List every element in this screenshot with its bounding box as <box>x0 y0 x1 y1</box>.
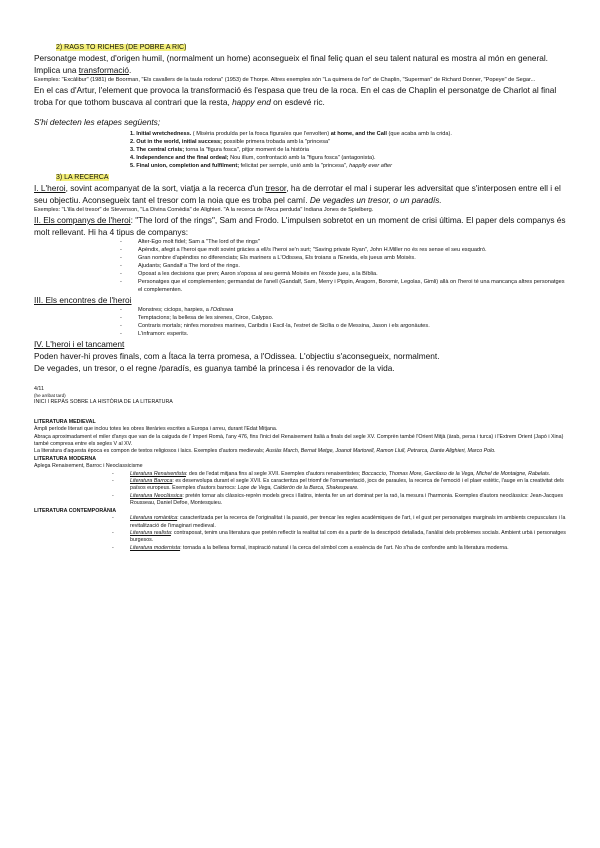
tresor-link: tresor <box>265 183 287 193</box>
moderna-list <box>34 471 566 508</box>
list-item: - Monstres; ciclops, harpies, a l'Odissea <box>138 306 566 314</box>
companions-list <box>34 238 566 294</box>
medieval-text-1: Àmpli període literari que inclou totes les obres literàries escrites a Europa i arreu, durant l'Edat Mitjana. <box>34 426 278 433</box>
list-item: - Ajudants; Gandalf a The lord of the rings. <box>138 262 566 270</box>
stage-item: 5. Final union, completion and fulfilment; felicitat per semple, unió amb la "princesa", happily ever after <box>130 163 392 169</box>
rags-heading: 2) RAGS TO RICHES (DE POBRE A RIC) <box>56 44 187 51</box>
list-item: - Apèndix, afegit a l'heroi que molt sovint gràcies a ell/s l'heroi se'n surt; "Saving private Ryan", John H.Miller no és res sense el seu esquadró. <box>138 246 566 254</box>
quest-section-1: I. L'heroi, sovint acompanyat de la sort, viatja a la recerca d'un tresor, ha de derrotar el mal i superar les adversitat que s'interposen entre ell i el seu objectiu. Aconsegueix tant el tresor com la noia que es troba pel camí. De vegades un tresor, o un paradís. <box>34 183 561 205</box>
lesson-note: (he arribat tard) <box>34 393 66 399</box>
list-item: - Literatura realista: contraposat, tenim una literatura que pretén reflectir la realitat tal com és a partir de la descripció detallada, l'anàlisi dels problemes socials. Ambient urbà i personatges burgesos. <box>130 530 566 545</box>
lesson-date: 4/11 <box>34 386 44 392</box>
list-item: - Literatura Barroca: es desenvolupa durant el segle XVII. Es caracteritza pel triomf de l'ornamentació, jocs de paraules, la recerca de l'emoció i el plaer estètic, l'auge en la creativitat dels països europeus. Exemples d'autors barrocs: Lope de Vega, Calderón de la Barca, Shakespeare. <box>130 478 566 493</box>
list-item: - Literatura modernista: tornada a la bellesa formal, inspiració natural i la cerca del símbol com a essència de l'art. No s'ha de confondre amb la literatura moderna. <box>130 545 566 552</box>
s3-title: III. Els encontres de l'heroi <box>34 295 132 305</box>
s1-title: I. L'heroi <box>34 183 66 193</box>
s4-title: IV. L'heroi i el tancament <box>34 339 125 349</box>
list-item: - Literatura Renaixentista: des de l'edat mitjana fins al segle XVII. Exemples d'autors renaixentistes; Boccaccio, Thomas More, Garcilaso de la Vega, Michel de Montaigne, Rabelais. <box>130 471 566 478</box>
rags-paragraph-1: Personatge modest, d'origen humil, (normalment un home) aconsegueix el final feliç quan el seu talent natural es mostra al món en general. Implica una transformació. <box>34 53 548 75</box>
list-item: - L'inframon: esperits. <box>138 330 566 338</box>
quest-section-4 <box>34 338 566 350</box>
encounters-list <box>34 306 566 338</box>
medieval-text-2: Abraça aproximadament el miler d'anys que van de la caiguda de l' Imperi Romà, l'any 476, fins l'inici del Renaixement Italià a finals del segle XV. Comprèn també l'Orient Mitjà (àrab, persa i turca) i l'Extrem Orient (Japó i Xina) també compresa entre els segles V al XV. <box>34 433 564 448</box>
contemp-heading: LITERATURA CONTEMPORÀNIA <box>34 507 117 514</box>
moderna-subtitle: Aplega Renaixement, Barroc i Neoclassicisme <box>34 463 143 470</box>
section-heading-quest <box>56 174 566 181</box>
stages-intro: S'hi detecten les etapes següents; <box>34 117 161 127</box>
list-item: - Alter-Ego molt fidel; Sam a "The lord of the rings" <box>138 238 566 246</box>
document-page <box>34 44 566 552</box>
quest-heading: 3) LA RECERCA <box>56 174 109 181</box>
contemp-list <box>34 515 566 552</box>
list-item: - Personatges que el complementen; germandat de l'anell (Gandalf, Sam, Merry i Pippin, Aragorn, Boromir, Legolas, Gimli) allà on l'heroi té una mancança altres personatges el complementen. <box>138 278 566 294</box>
stage-item: 2. Out in the world, initial success; possible primera trobada amb la "princesa" <box>130 139 331 145</box>
moderna-heading: LITERATURA MODERNA <box>34 455 97 462</box>
transformacio-link: transformació <box>78 65 129 75</box>
stage-item: 3. The central crisis; torna la "figura fosca", pitjor moment de la història <box>130 147 310 153</box>
list-item: - Literatura Neoclàssica: pretén tornar als clàssics-reprèn models grecs i llatins, intenta fer un art dominat per la raó, la mesura i l'harmonia. Exemples d'autors neoclàssics: Jean-Jacques Rousseau, Daniel Defoe, Montesquieu. <box>130 493 566 508</box>
stage-item: 4. Independence and the final ordeal; Nou illum, confrontació amb la "figura fosca" (antagonista). <box>130 155 376 161</box>
list-item: - Oposat a les decisions que pren; Aaron s'oposa al seu germà Moisès en l'èxode jueu, a la Bíblia. <box>138 270 566 278</box>
list-item: - Contraris mortals; ninfes monstres marines, Caribdis i Escil·la, l'estret de Sicília o de Messina, Jason i els argonàutes. <box>138 322 566 330</box>
section-heading-rags <box>56 44 566 51</box>
quest-section-4-text-b: De vegades, un tresor, o el regne /paradís, es guanya també la princesa i és renovador de la vida. <box>34 363 395 373</box>
stage-item: 1. Initial wretchedness. ( Misèria produïda per la fosca figura/es que l'envolten) at home, and the Call (que acaba amb la crida). <box>130 131 452 137</box>
quest-section-2: II. Els companys de l'heroi: "The lord of the rings", Sam and Frodo. L'impulsen sobretot en un moment de crisi última. El paper dels companys és molt rellevant. Hi ha 4 tipus de companys: <box>34 215 566 237</box>
rags-examples: Exemples: "Excàlibur" (1981) de Boorman, "Els cavallers de la taula rodona" (1953) de Thorpe. Altres exemples són "La quimera de l'or" de Chaplin, "Superman" de Richard Donner, "Popeye" de Segar... <box>34 77 536 83</box>
rags-paragraph-2: En el cas d'Artur, l'element que provoca la transformació és l'espasa que treu de la roca. En el cas de Chaplin el personatge de Charlot al final troba l'or que tothom buscava al contrari que la resta, happy end on esdevé ric. <box>34 85 557 107</box>
stages-list <box>34 130 566 170</box>
quest-examples: Exemples: "L'illa del tresor" de Stevenson, "La Divina Comèdia" de Alighieri. "A la recerca de l'Arca perduda" Indiana Jones de Spielberg. <box>34 207 374 213</box>
medieval-heading: LITERATURA MEDIEVAL <box>34 418 96 425</box>
medieval-text-3: La literatura d'aquesta època es compon de textos religiosos i laics. Exemples d'autors medievals; Ausiàs March, Bernat Metge, Joanot Martorell, Ramon Llull, Petrarca, Dante Alighieri, Marco Polo. <box>34 448 496 455</box>
list-item: - Literatura romàntica: caracteritzada per la recerca de l'originalitat i la passió, per trencar les regles acadèmiques de l'art, i el gust per personatges marginals im ambients crepusculars i la revitalització de l'imaginari medieval. <box>130 515 566 530</box>
list-item: - Temptacions; la bellesa de les sirenes, Circe, Calypso. <box>138 314 566 322</box>
list-item: - Gran nombre d'apèndixs no diferenciats; Els mariners a L'Odissea, Els troians a l'Eneida, els jueus amb Moisès. <box>138 254 566 262</box>
quest-section-3 <box>34 294 566 306</box>
lesson-title: INICI I REPÀS SOBRE LA HISTÒRIA DE LA LITERATURA <box>34 399 173 406</box>
quest-section-4-text-a: Poden haver-hi proves finals, com a Ítaca la terra promesa, a l'Odissea. L'objectiu s'aconsegueix, normalment. <box>34 351 440 361</box>
s2-title: II. Els companys de l'heroi <box>34 215 131 225</box>
